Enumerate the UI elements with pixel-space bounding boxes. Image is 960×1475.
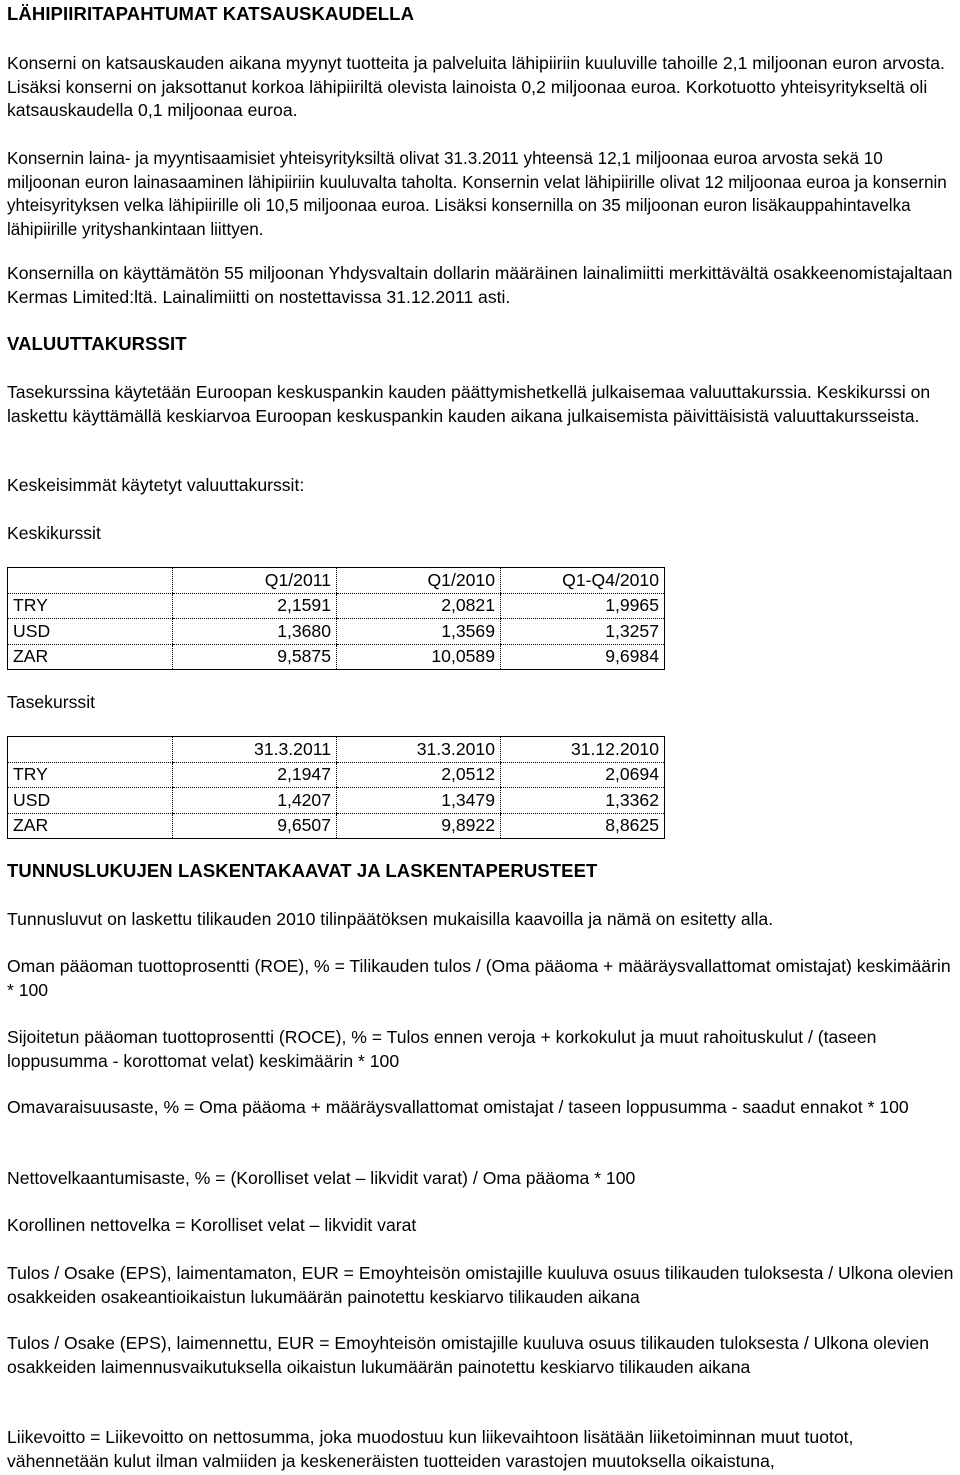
formula-operating-profit: Liikevoitto = Liikevoitto on nettosumma, joka muodostuu kun liikevaihtoon lisätään liiketoiminnan muut tuotot, vähennetään kulut ilman valmiiden ja keskeneräisten tuotteiden varastojen muutoksella oikaistuna, bbox=[7, 1427, 854, 1471]
table-row bbox=[8, 619, 665, 645]
fx-heading: VALUUTTAKURSSIT bbox=[7, 333, 187, 354]
rate-cell: 2,0821 bbox=[337, 593, 501, 619]
closing-rates-title: Tasekurssit bbox=[7, 692, 95, 712]
ratios-heading: TUNNUSLUKUJEN LASKENTAKAAVAT JA LASKENTAPERUSTEET bbox=[7, 860, 598, 881]
column-header: Q1/2010 bbox=[337, 568, 501, 594]
rate-cell: 2,0512 bbox=[337, 762, 501, 788]
related-party-paragraph-2: Konsernin laina- ja myyntisaamisiet yhteisyrityksiltä olivat 31.3.2011 yhteensä 12,1 miljoonaa euroa arvosta sekä 10 miljoonan euron lainasaaminen lähipiiriin kuuluvalta taholta. Konsernin velat lähipiirille olivat 12 miljoonaa euroa ja konsernin yhteisyrityksen velka lähipiirille oli 10,5 miljoonaa euroa. Lisäksi konsernilla on 35 miljoonan euron lisäkauppahintavelka lähipiirille yrityshankintaan liittyen. bbox=[7, 149, 947, 239]
formula-roce: Sijoitetun pääoman tuottoprosentti (ROCE), % = Tulos ennen veroja + korkokulut ja muut rahoituskulut / (taseen loppusumma - korottomat velat) keskimäärin * 100 bbox=[7, 1027, 877, 1071]
formula-roe: Oman pääoman tuottoprosentti (ROE), % = Tilikauden tulos / (Oma pääoma + määräysvallattomat omistajat) keskimäärin * 100 bbox=[7, 956, 951, 1000]
rate-cell: 1,3362 bbox=[501, 788, 665, 814]
rate-cell: 1,3569 bbox=[337, 619, 501, 645]
table-header-row bbox=[8, 568, 665, 594]
currency-label: TRY bbox=[8, 593, 173, 619]
rate-cell: 1,3257 bbox=[501, 619, 665, 645]
rate-cell: 2,1947 bbox=[173, 762, 337, 788]
formula-eps-diluted: Tulos / Osake (EPS), laimennettu, EUR = Emoyhteisön omistajille kuuluva osuus tilikauden tuloksesta / Ulkona olevien osakkeiden laimennusvaikutuksella oikaistun lukumäärän painotettu keskiarvo tilikauden aikana bbox=[7, 1333, 929, 1377]
related-party-paragraph-1: Konserni on katsauskauden aikana myynyt tuotteita ja palveluita lähipiiriin kuuluville tahoille 2,1 miljoonan euron arvosta. Lisäksi konserni on jaksottanut korkoa lähipiiriltä olevista lainoista 0,2 miljoonaa euroa. Korkotuotto yhteisyritykseltä oli katsauskaudella 0,1 miljoonaa euroa. bbox=[7, 53, 945, 121]
column-header: 31.3.2010 bbox=[337, 737, 501, 763]
rate-cell: 9,5875 bbox=[173, 644, 337, 670]
ratios-intro: Tunnusluvut on laskettu tilikauden 2010 tilinpäätöksen mukaisilla kaavoilla ja nämä on esitetty alla. bbox=[7, 909, 774, 929]
formula-equity-ratio: Omavaraisuusaste, % = Oma pääoma + määräysvallattomat omistajat / taseen loppusumma - saadut ennakot * 100 bbox=[7, 1097, 909, 1117]
rate-cell: 2,0694 bbox=[501, 762, 665, 788]
formula-gearing: Nettovelkaantumisaste, % = (Korolliset velat – likvidit varat) / Oma pääoma * 100 bbox=[7, 1168, 636, 1188]
rate-cell: 2,1591 bbox=[173, 593, 337, 619]
currency-label: USD bbox=[8, 788, 173, 814]
column-header: Q1/2011 bbox=[173, 568, 337, 594]
closing-rates-table bbox=[7, 736, 665, 839]
table-header-row bbox=[8, 737, 665, 763]
fx-paragraph-2: Keskeisimmät käytetyt valuuttakurssit: bbox=[7, 475, 305, 495]
rate-cell: 9,6984 bbox=[501, 644, 665, 670]
table-row bbox=[8, 813, 665, 839]
rate-cell: 10,0589 bbox=[337, 644, 501, 670]
formula-net-debt: Korollinen nettovelka = Korolliset velat – likvidit varat bbox=[7, 1215, 417, 1235]
column-header: 31.12.2010 bbox=[501, 737, 665, 763]
rate-cell: 1,9965 bbox=[501, 593, 665, 619]
related-party-heading: LÄHIPIIRITAPAHTUMAT KATSAUSKAUDELLA bbox=[7, 3, 415, 24]
related-party-paragraph-3: Konsernilla on käyttämätön 55 miljoonan Yhdysvaltain dollarin määräinen lainalimiitti merkittävältä osakkeenomistajaltaan Kermas Limited:ltä. Lainalimiitti on nostettavissa 31.12.2011 asti. bbox=[7, 263, 953, 307]
currency-label: USD bbox=[8, 619, 173, 645]
table-row bbox=[8, 788, 665, 814]
rate-cell: 1,4207 bbox=[173, 788, 337, 814]
currency-label: ZAR bbox=[8, 813, 173, 839]
rate-cell: 1,3680 bbox=[173, 619, 337, 645]
currency-label: ZAR bbox=[8, 644, 173, 670]
rate-cell: 9,8922 bbox=[337, 813, 501, 839]
rate-cell: 9,6507 bbox=[173, 813, 337, 839]
formula-eps-basic: Tulos / Osake (EPS), laimentamaton, EUR = Emoyhteisön omistajille kuuluva osuus tilikauden tuloksesta / Ulkona olevien osakkeiden osakeantioikaistun lukumäärän painotettu keskiarvo tilikauden aikana bbox=[7, 1263, 954, 1307]
table-row bbox=[8, 644, 665, 670]
rate-cell: 8,8625 bbox=[501, 813, 665, 839]
table-row bbox=[8, 762, 665, 788]
column-header: 31.3.2011 bbox=[173, 737, 337, 763]
average-rates-title: Keskikurssit bbox=[7, 523, 101, 543]
currency-label: TRY bbox=[8, 762, 173, 788]
average-rates-table bbox=[7, 567, 665, 670]
column-header: Q1-Q4/2010 bbox=[501, 568, 665, 594]
rate-cell: 1,3479 bbox=[337, 788, 501, 814]
table-row bbox=[8, 593, 665, 619]
fx-paragraph-1: Tasekurssina käytetään Euroopan keskuspankin kauden päättymishetkellä julkaisemaa valuuttakurssia. Keskikurssi on laskettu käyttämällä keskiarvoa Euroopan keskuspankin kauden aikana julkaisemista päivittäisistä valuuttakursseista. bbox=[7, 382, 931, 426]
